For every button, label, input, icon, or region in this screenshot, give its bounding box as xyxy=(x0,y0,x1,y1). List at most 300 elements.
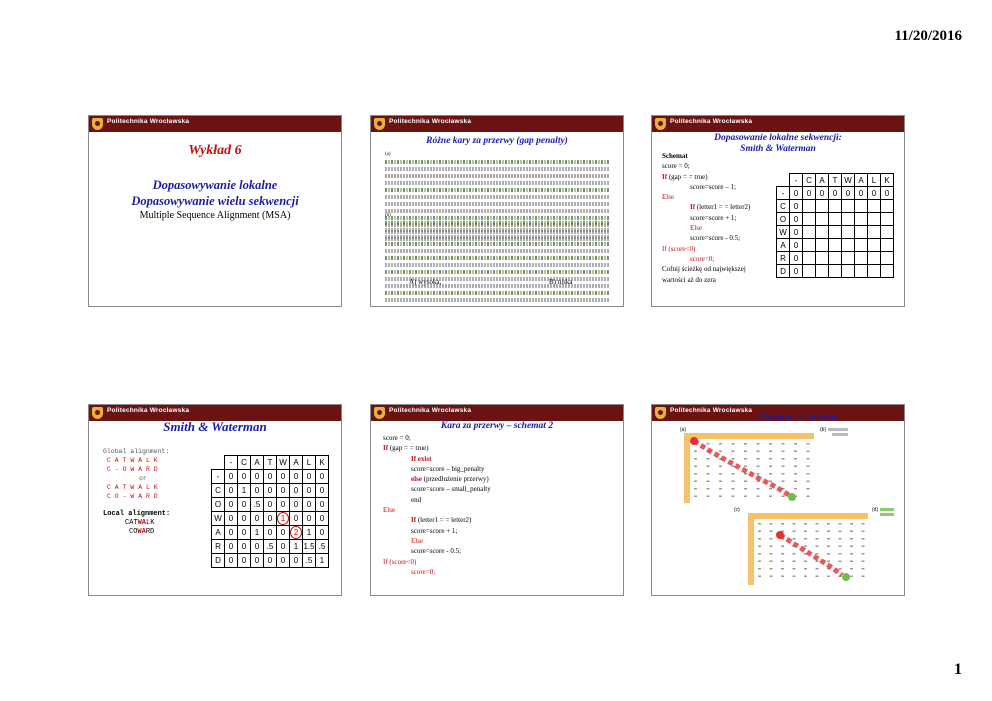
or-label: or xyxy=(139,475,147,482)
matrix-cell: 0 xyxy=(238,512,251,526)
matrix-cell: 0 xyxy=(264,512,277,526)
local-seq-2-post: RD xyxy=(145,528,155,536)
matrix-cell-mark xyxy=(770,576,773,578)
matrix-cell-mark xyxy=(694,458,697,460)
matrix-row xyxy=(777,226,894,239)
matrix-cell: 0 xyxy=(790,252,803,265)
matrix-cell xyxy=(829,252,842,265)
matrix-cell: T xyxy=(264,456,277,470)
matrix-row xyxy=(777,265,894,278)
university-name: Politechnika Wrocławska xyxy=(670,118,753,125)
matrix-cell-mark xyxy=(862,576,865,578)
matrix-cell-mark xyxy=(770,546,773,548)
matrix-cell-mark xyxy=(862,538,865,540)
matrix-cell-mark xyxy=(839,561,842,563)
matrix-cell-mark xyxy=(757,473,760,475)
path-start-dot xyxy=(690,437,698,445)
matrix-cell: C xyxy=(238,456,251,470)
matrix-cell xyxy=(868,200,881,213)
matrix-cell-mark xyxy=(758,553,761,555)
slide-title-2: Smith & Waterman xyxy=(740,144,816,154)
matrix-cell: 1 xyxy=(238,484,251,498)
matrix-cell-mark xyxy=(757,496,760,498)
code-line: end xyxy=(411,495,422,504)
matrix-cell-mark xyxy=(770,553,773,555)
slide-subtitle-1: Dopasowywanie lokalne xyxy=(152,178,278,192)
local-end-dot xyxy=(842,573,850,581)
matrix-cell-mark xyxy=(850,546,853,548)
matrix-cell xyxy=(855,200,868,213)
matrix-cell: 0 xyxy=(238,554,251,568)
page-number: 1 xyxy=(954,661,962,678)
global-seq-1a: C A T W A L K xyxy=(107,457,158,464)
slide-1 xyxy=(88,115,342,307)
local-seq-2-hl: WA xyxy=(137,528,146,536)
slide-title: Różne kary za przerwy (gap penalty) xyxy=(426,136,568,146)
matrix-cell-mark xyxy=(804,576,807,578)
code-line: If (gap = = true) xyxy=(662,172,708,181)
score-matrix xyxy=(776,173,894,278)
matrix-cell-mark xyxy=(769,496,772,498)
matrix-cell: 0 xyxy=(290,512,303,526)
matrix-cell: 1.5 xyxy=(303,540,316,554)
code-line: score=0; xyxy=(411,567,436,576)
matrix-cell-mark xyxy=(732,473,735,475)
matrix-cell-mark xyxy=(719,496,722,498)
matrix-cell-mark xyxy=(816,531,819,533)
matrix-cell-mark xyxy=(694,496,697,498)
matrix-cell-mark xyxy=(782,496,785,498)
matrix-cell: 0 xyxy=(303,498,316,512)
matrix-cell-mark xyxy=(757,466,760,468)
matrix-cell-mark xyxy=(816,561,819,563)
matrix-cell-mark xyxy=(769,458,772,460)
matrix-cell-mark xyxy=(827,523,830,525)
matrix-cell: 0 xyxy=(225,540,238,554)
matrix-cell-mark xyxy=(793,568,796,570)
matrix-cell-mark xyxy=(782,481,785,483)
matrix-cell-mark xyxy=(807,481,810,483)
slide-header xyxy=(371,116,623,132)
matrix-cell xyxy=(842,239,855,252)
matrix-cell-mark xyxy=(769,443,772,445)
matrix-cell xyxy=(842,200,855,213)
matrix-cell: - xyxy=(225,456,238,470)
code-line: score=score - 0.5; xyxy=(690,234,741,243)
matrix-cell: 0 xyxy=(790,226,803,239)
matrix-cell: .5 xyxy=(251,498,264,512)
matrix-cell-mark xyxy=(781,568,784,570)
matrix-cell-mark xyxy=(794,466,797,468)
matrix-cell: 0 xyxy=(290,554,303,568)
matrix-a-left-strip xyxy=(684,433,690,503)
local-seq-2-pre: CO xyxy=(129,528,138,536)
matrix-cell-mark xyxy=(807,451,810,453)
matrix-cell-mark xyxy=(862,531,865,533)
slide-5 xyxy=(370,404,624,596)
matrix-cell: 0 xyxy=(277,540,290,554)
matrix-cell: 0 xyxy=(225,470,238,484)
matrix-cell-mark xyxy=(744,496,747,498)
slide-4 xyxy=(88,404,342,596)
matrix-cell: A xyxy=(251,456,264,470)
matrix-cell-mark xyxy=(770,561,773,563)
matrix-cell xyxy=(803,252,816,265)
matrix-row xyxy=(212,456,329,470)
matrix-cell-mark xyxy=(781,546,784,548)
matrix-cell-mark xyxy=(839,546,842,548)
matrix-cell-mark xyxy=(862,546,865,548)
matrix-cell: 1 xyxy=(290,540,303,554)
matrix-cell xyxy=(881,200,894,213)
matrix-cell-mark xyxy=(732,443,735,445)
matrix-cell-mark xyxy=(793,576,796,578)
global-local-figure xyxy=(652,405,904,595)
local-label: Local alignment: xyxy=(103,510,171,518)
matrix-cell-mark xyxy=(719,488,722,490)
matrix-cell: 0 xyxy=(238,540,251,554)
matrix-cell-mark xyxy=(732,496,735,498)
matrix-cell-mark xyxy=(732,466,735,468)
matrix-cell-mark xyxy=(744,481,747,483)
matrix-cell: C xyxy=(803,174,816,187)
matrix-cell: W xyxy=(277,456,290,470)
matrix-cell xyxy=(803,265,816,278)
matrix-cell-mark xyxy=(782,473,785,475)
code-line: If (score<0) xyxy=(662,244,696,253)
alignment-label-a: (a) xyxy=(385,152,391,157)
slide-header xyxy=(652,116,904,132)
matrix-cell xyxy=(868,226,881,239)
matrix-cell: 0 xyxy=(316,470,329,484)
matrix-cell-mark xyxy=(770,531,773,533)
matrix-cell: D xyxy=(777,265,790,278)
matrix-cell: A xyxy=(816,174,829,187)
matrix-cell: 0 xyxy=(264,526,277,540)
matrix-cell: 1 xyxy=(277,512,290,526)
matrix-cell: L xyxy=(303,456,316,470)
matrix-cell-mark xyxy=(770,523,773,525)
matrix-row xyxy=(212,498,329,512)
matrix-cell-mark xyxy=(757,451,760,453)
university-logo-icon xyxy=(655,118,666,130)
matrix-cell-mark xyxy=(758,546,761,548)
matrix-cell-mark xyxy=(850,576,853,578)
matrix-cell xyxy=(855,226,868,239)
code-line: else (przedłużenie przerwy) xyxy=(411,475,489,484)
matrix-cell: 0 xyxy=(251,554,264,568)
matrix-cell-mark xyxy=(807,473,810,475)
matrix-cell: 0 xyxy=(303,512,316,526)
matrix-cell-mark xyxy=(758,576,761,578)
matrix-row xyxy=(212,512,329,526)
matrix-cell-mark xyxy=(694,481,697,483)
matrix-cell-mark xyxy=(719,451,722,453)
matrix-cell-mark xyxy=(807,443,810,445)
matrix-cell-mark xyxy=(707,466,710,468)
matrix-cell-mark xyxy=(804,568,807,570)
matrix-cell: A xyxy=(212,526,225,540)
matrix-cell: C xyxy=(777,200,790,213)
matrix-cell-mark xyxy=(807,458,810,460)
matrix-row xyxy=(777,213,894,226)
caption-a: A) wysoka, xyxy=(409,278,442,286)
matrix-cell-mark xyxy=(770,568,773,570)
matrix-cell-mark xyxy=(707,496,710,498)
global-label: Global alignment: xyxy=(103,448,170,455)
matrix-row xyxy=(777,252,894,265)
university-name: Politechnika Wrocławska xyxy=(389,407,472,414)
university-logo-icon xyxy=(92,118,103,130)
matrix-cell: - xyxy=(790,174,803,187)
matrix-cell xyxy=(829,239,842,252)
matrix-c-left-strip xyxy=(748,513,754,585)
slide-title-1: Dopasowanie lokalne sekwencji: xyxy=(714,133,842,143)
matrix-cell: 0 xyxy=(316,512,329,526)
code-line: Else xyxy=(690,224,703,233)
matrix-cell-mark xyxy=(781,561,784,563)
matrix-cell: A xyxy=(855,174,868,187)
local-seq-1-pre: CAT xyxy=(125,519,138,527)
matrix-cell xyxy=(829,226,842,239)
matrix-cell: 0 xyxy=(277,498,290,512)
code-line: score=score – 1; xyxy=(690,182,736,191)
matrix-cell-mark xyxy=(719,473,722,475)
matrix-cell xyxy=(881,252,894,265)
matrix-cell-mark xyxy=(782,466,785,468)
matrix-cell-mark xyxy=(732,451,735,453)
matrix-cell-mark xyxy=(758,523,761,525)
matrix-cell-mark xyxy=(816,523,819,525)
matrix-cell xyxy=(816,252,829,265)
matrix-cell-mark xyxy=(827,531,830,533)
code-line: Else xyxy=(411,536,424,545)
matrix-cell-mark xyxy=(694,488,697,490)
matrix-cell: 0 xyxy=(225,526,238,540)
matrix-cell-mark xyxy=(694,466,697,468)
matrix-cell: 0 xyxy=(290,484,303,498)
matrix-cell-mark xyxy=(807,488,810,490)
matrix-cell: W xyxy=(212,512,225,526)
matrix-cell xyxy=(803,213,816,226)
matrix-cell-mark xyxy=(744,458,747,460)
code-line: score = 0; xyxy=(662,162,690,171)
matrix-cell xyxy=(816,213,829,226)
matrix-cell xyxy=(868,239,881,252)
matrix-cell: 0 xyxy=(264,554,277,568)
matrix-cell xyxy=(816,265,829,278)
university-logo-icon xyxy=(374,407,385,419)
matrix-cell xyxy=(842,265,855,278)
matrix-cell-mark xyxy=(793,553,796,555)
matrix-cell-mark xyxy=(794,451,797,453)
matrix-cell: 0 xyxy=(829,187,842,200)
matrix-cell: 0 xyxy=(251,484,264,498)
alignment-image-b xyxy=(385,218,609,305)
matrix-cell-mark xyxy=(744,443,747,445)
panel-label-b: (b) xyxy=(820,427,827,433)
matrix-cell-mark xyxy=(804,531,807,533)
slide-subtitle-3: Multiple Sequence Alignment (MSA) xyxy=(139,210,291,221)
matrix-cell-mark xyxy=(694,451,697,453)
matrix-cell xyxy=(829,200,842,213)
matrix-cell: K xyxy=(881,174,894,187)
matrix-cell-mark xyxy=(850,561,853,563)
matrix-cell-mark xyxy=(794,473,797,475)
code-line: score=score + 1; xyxy=(690,213,737,222)
matrix-cell xyxy=(881,226,894,239)
matrix-cell-mark xyxy=(769,473,772,475)
code-line: score=score + 1; xyxy=(411,526,458,535)
code-line: If (gap = = true) xyxy=(383,444,429,453)
matrix-cell-mark xyxy=(816,553,819,555)
matrix-row xyxy=(212,484,329,498)
matrix-row xyxy=(777,174,894,187)
matrix-cell xyxy=(803,226,816,239)
matrix-cell: 0 xyxy=(264,484,277,498)
alignment-text xyxy=(103,447,213,537)
matrix-cell-mark xyxy=(744,466,747,468)
matrix-cell: 0 xyxy=(264,498,277,512)
matrix-cell xyxy=(842,226,855,239)
matrix-a-top-strip xyxy=(684,433,814,439)
matrix-cell xyxy=(855,265,868,278)
code-line: wartości aż do zera xyxy=(662,275,716,284)
matrix-cell xyxy=(855,239,868,252)
matrix-cell xyxy=(868,213,881,226)
university-name: Politechnika Wrocławska xyxy=(389,118,472,125)
matrix-cell: 0 xyxy=(790,200,803,213)
matrix-cell-mark xyxy=(862,568,865,570)
slide-title: Globalne vs. lokalne xyxy=(758,413,838,423)
matrix-cell-mark xyxy=(793,531,796,533)
matrix-cell: 0 xyxy=(316,526,329,540)
matrix-cell-mark xyxy=(707,443,710,445)
matrix-cell: 0 xyxy=(225,512,238,526)
matrix-cell: 0 xyxy=(238,526,251,540)
matrix-cell-mark xyxy=(744,488,747,490)
matrix-cell: 0 xyxy=(290,498,303,512)
matrix-cell xyxy=(829,265,842,278)
panel-label-a: (a) xyxy=(680,427,687,433)
matrix-cell-mark xyxy=(816,546,819,548)
panel-label-c: (c) xyxy=(734,507,740,513)
code-line: Schemat xyxy=(662,152,688,160)
matrix-cell: 1 xyxy=(303,526,316,540)
matrix-row xyxy=(212,470,329,484)
university-name: Politechnika Wrocławska xyxy=(107,407,190,414)
matrix-cell-mark xyxy=(862,553,865,555)
matrix-cell xyxy=(816,239,829,252)
matrix-cell: 0 xyxy=(790,213,803,226)
matrix-cell: 0 xyxy=(264,470,277,484)
code-line: Cofnij ścieżkę od największej xyxy=(662,265,746,274)
matrix-cell: 0 xyxy=(881,187,894,200)
university-name: Politechnika Wrocławska xyxy=(107,118,190,125)
matrix-cell: A xyxy=(777,239,790,252)
matrix-cell: T xyxy=(829,174,842,187)
matrix-cell-mark xyxy=(757,458,760,460)
matrix-cell-mark xyxy=(732,488,735,490)
matrix-cell-mark xyxy=(757,443,760,445)
local-seq-1-hl: WA xyxy=(137,519,147,527)
global-seq-2b: C O - W A R D xyxy=(107,493,158,500)
university-logo-icon xyxy=(374,118,385,130)
matrix-cell-mark xyxy=(732,481,735,483)
matrix-cell: 0 xyxy=(816,187,829,200)
matrix-cell xyxy=(777,174,790,187)
matrix-cell: 0 xyxy=(238,470,251,484)
matrix-cell-mark xyxy=(758,568,761,570)
matrix-cell-mark xyxy=(793,538,796,540)
matrix-cell: .5 xyxy=(303,554,316,568)
matrix-cell: 0 xyxy=(868,187,881,200)
matrix-cell-mark xyxy=(782,443,785,445)
matrix-cell-mark xyxy=(794,481,797,483)
matrix-row xyxy=(777,187,894,200)
matrix-row xyxy=(212,540,329,554)
matrix-cell: 0 xyxy=(316,498,329,512)
matrix-cell: 0 xyxy=(277,526,290,540)
matrix-row xyxy=(777,200,894,213)
pseudocode xyxy=(383,433,613,577)
matrix-cell: 0 xyxy=(251,540,264,554)
matrix-cell-mark xyxy=(827,561,830,563)
matrix-cell-mark xyxy=(758,538,761,540)
matrix-cell: 0 xyxy=(790,239,803,252)
matrix-cell-mark xyxy=(839,553,842,555)
matrix-cell: 1 xyxy=(316,554,329,568)
university-name: Politechnika Wrocławska xyxy=(670,407,753,414)
matrix-cell xyxy=(816,226,829,239)
matrix-c-top-strip xyxy=(748,513,868,519)
matrix-cell xyxy=(881,265,894,278)
matrix-cell: 0 xyxy=(790,265,803,278)
code-line: Else xyxy=(383,506,396,515)
matrix-cell-mark xyxy=(862,523,865,525)
matrix-cell: W xyxy=(842,174,855,187)
slide-title: Wykład 6 xyxy=(188,143,242,158)
matrix-cell-mark xyxy=(782,451,785,453)
matrix-cell: 0 xyxy=(290,470,303,484)
page-date: 11/20/2016 xyxy=(894,28,962,44)
matrix-cell xyxy=(212,456,225,470)
global-seq-2a: C A T W A L K xyxy=(107,484,158,491)
matrix-cell-mark xyxy=(850,531,853,533)
matrix-cell-mark xyxy=(804,523,807,525)
matrix-cell: R xyxy=(777,252,790,265)
matrix-cell xyxy=(803,200,816,213)
code-line: score=0; xyxy=(690,254,715,263)
matrix-cell-mark xyxy=(862,561,865,563)
matrix-cell: .5 xyxy=(264,540,277,554)
matrix-cell: C xyxy=(212,484,225,498)
matrix-cell: 0 xyxy=(303,470,316,484)
matrix-cell: 0 xyxy=(277,484,290,498)
matrix-cell-mark xyxy=(707,488,710,490)
matrix-cell: R xyxy=(212,540,225,554)
matrix-cell xyxy=(881,213,894,226)
matrix-cell-mark xyxy=(707,473,710,475)
matrix-cell-mark xyxy=(770,538,773,540)
matrix-row xyxy=(212,526,329,540)
matrix-cell xyxy=(842,252,855,265)
matrix-cell xyxy=(829,213,842,226)
matrix-cell: 0 xyxy=(790,187,803,200)
matrix-cell: 0 xyxy=(225,484,238,498)
matrix-cell-mark xyxy=(781,553,784,555)
matrix-cell-mark xyxy=(794,458,797,460)
